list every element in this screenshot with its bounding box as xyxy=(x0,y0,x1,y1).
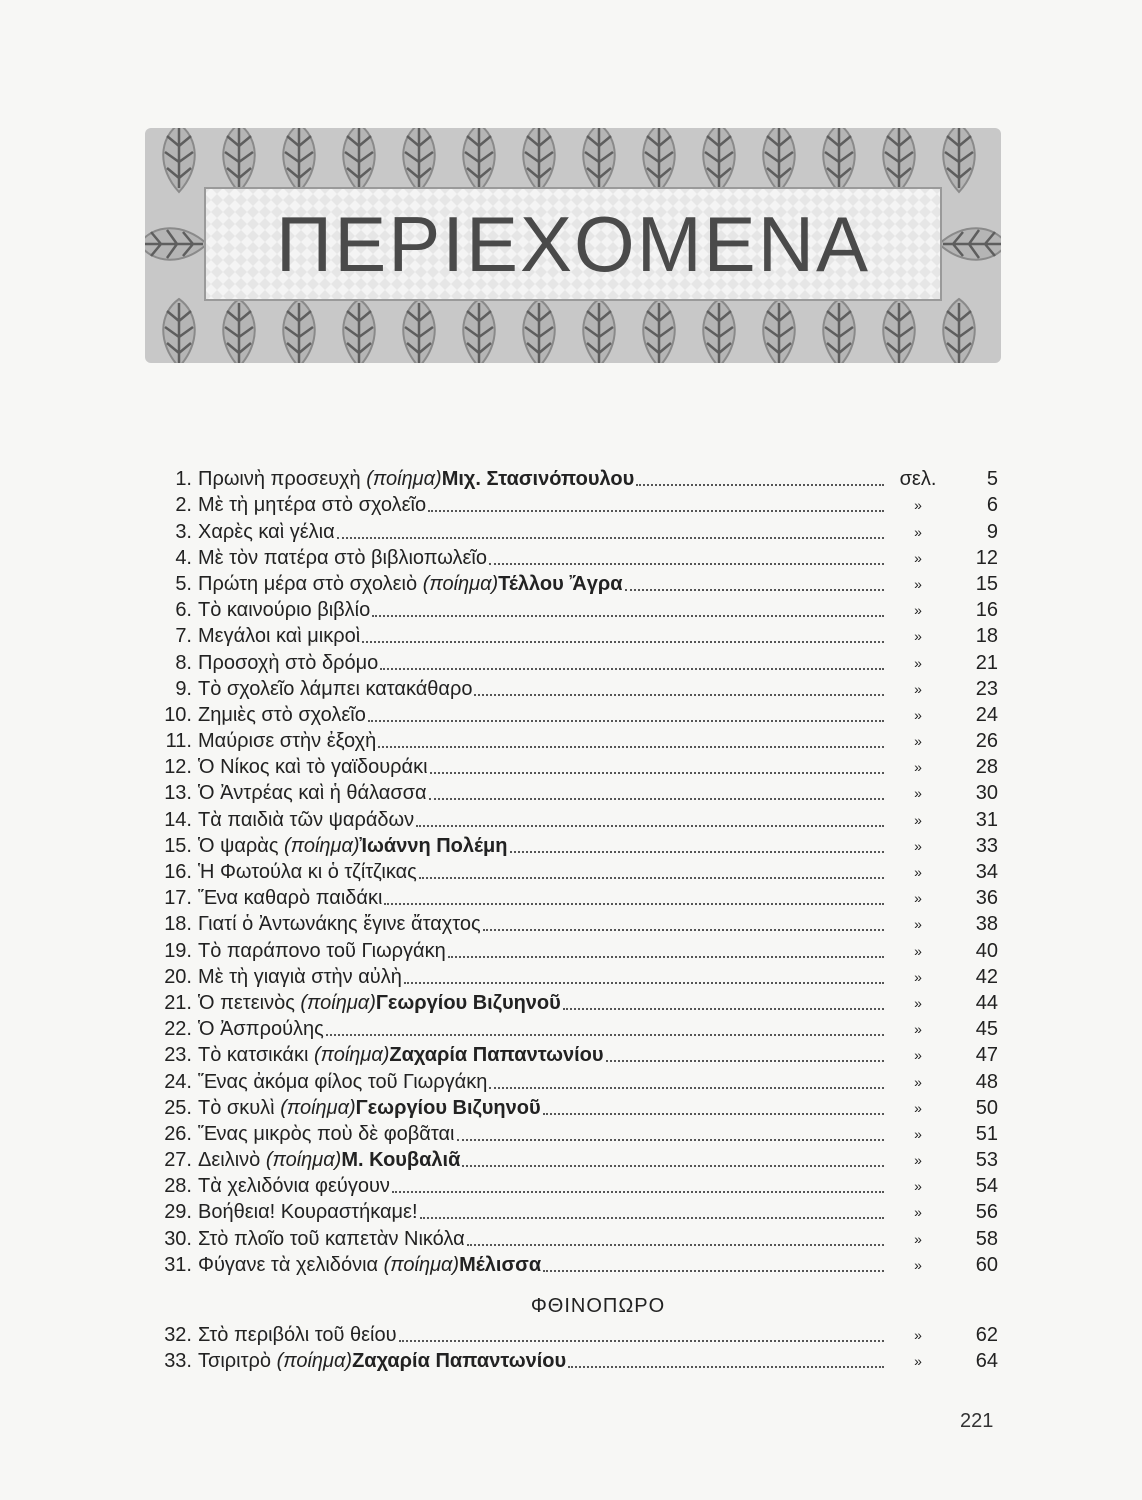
toc-entry xyxy=(158,1348,998,1374)
dot-leader xyxy=(326,1033,884,1036)
toc-entry xyxy=(158,545,998,571)
entry-number: 10. xyxy=(164,703,192,726)
page-label: » xyxy=(914,864,922,880)
entry-number: 33. xyxy=(164,1350,192,1373)
toc-entry xyxy=(158,806,998,832)
entry-page: 23 xyxy=(975,677,998,700)
entry-title-text: Ὁ Ἀσπρούλης xyxy=(198,1018,324,1041)
entry-title xyxy=(198,571,623,597)
dot-leader xyxy=(380,667,884,670)
toc-entry xyxy=(158,964,998,990)
entry-title-text: Πρώτη μέρα στὸ σχολειὸ xyxy=(198,572,423,595)
entry-title xyxy=(198,911,481,937)
entry-page: 12 xyxy=(975,546,998,569)
entry-title-text: Ἕνας μικρὸς ποὺ δὲ φοβᾶται xyxy=(198,1122,455,1145)
entry-number: 19. xyxy=(164,939,192,962)
page-label: » xyxy=(914,890,922,907)
toc-entry xyxy=(158,466,998,492)
entry-number: 17. xyxy=(164,887,192,910)
entry-number: 21. xyxy=(164,991,192,1014)
section-heading: ΦΘΙΝΟΠΩΡΟ xyxy=(530,1294,666,1317)
toc-entry xyxy=(158,1199,998,1225)
page-label: » xyxy=(914,1256,922,1273)
page-label: » xyxy=(914,575,922,592)
entry-title xyxy=(198,1042,604,1068)
entry-page: 44 xyxy=(975,991,998,1014)
entry-title xyxy=(198,754,428,780)
entry-author: Ζαχαρία Παπαντωνίου xyxy=(389,1044,604,1067)
entry-page: 9 xyxy=(986,520,998,543)
dot-leader xyxy=(392,1190,884,1193)
entry-title xyxy=(198,780,427,806)
toc-entry xyxy=(158,1042,998,1068)
entry-number: 32. xyxy=(164,1324,192,1346)
entry-title-text: Τσιριτρὸ xyxy=(198,1350,277,1373)
dot-leader xyxy=(474,693,884,696)
toc-entry xyxy=(158,1095,998,1121)
entry-genre: (ποίημα) xyxy=(422,572,499,595)
entry-page: 18 xyxy=(975,625,998,648)
entry-title xyxy=(198,702,366,728)
entry-title xyxy=(198,676,472,702)
entry-author: Ἰωάννη Πολέμη xyxy=(359,834,508,857)
toc-entry xyxy=(158,1225,998,1251)
dot-leader xyxy=(467,1243,884,1246)
page-label: » xyxy=(914,1047,922,1064)
entry-page: 16 xyxy=(975,599,998,622)
entry-title-text: Προσοχὴ στὸ δρόμο xyxy=(198,651,379,674)
page-label: » xyxy=(914,1327,922,1343)
entry-title-text: Ὁ Νίκος καὶ τὸ γαϊδουράκι xyxy=(198,756,428,779)
entry-title xyxy=(198,1147,460,1173)
page-label: » xyxy=(914,1099,922,1116)
entry-number: 30. xyxy=(164,1227,192,1250)
page-label: » xyxy=(914,628,922,645)
toc-entry xyxy=(158,833,998,859)
page-label: » xyxy=(914,994,922,1011)
entry-page: 30 xyxy=(975,782,998,805)
dot-leader xyxy=(428,509,884,512)
entry-number: 12. xyxy=(164,756,192,779)
entry-number: 27. xyxy=(164,1149,192,1172)
toc-entry xyxy=(158,754,998,780)
entry-title-text: Τὸ σχολεῖο λάμπει κατακάθαρο xyxy=(198,677,473,700)
page-label: » xyxy=(914,654,922,671)
entry-page: 21 xyxy=(975,651,998,674)
entry-title xyxy=(198,1016,324,1042)
entry-title xyxy=(198,938,446,964)
page-label: » xyxy=(914,1178,922,1195)
entry-page: 47 xyxy=(975,1044,998,1067)
entry-title-text: Μαύρισε στὴν ἐξοχὴ xyxy=(198,730,377,753)
entry-title-text: Μὲ τὸν πατέρα στὸ βιβλιοπωλεῖο xyxy=(198,546,487,569)
page-label: » xyxy=(914,1204,922,1221)
toc-entry xyxy=(158,1173,998,1199)
entry-title-text: Ἡ Φωτούλα κι ὁ τζίτζικας xyxy=(198,861,417,883)
entry-number: 23. xyxy=(164,1044,192,1067)
entry-title xyxy=(198,545,487,571)
entry-title-text: Τὰ χελιδόνια φεύγουν xyxy=(198,1175,390,1198)
entry-title xyxy=(198,1226,465,1252)
dot-leader xyxy=(625,588,885,591)
page-label: » xyxy=(914,837,922,854)
entry-number: 26. xyxy=(164,1122,192,1145)
dot-leader xyxy=(430,771,884,774)
dot-leader xyxy=(563,1007,884,1010)
page-label: » xyxy=(914,733,922,750)
entry-genre: (ποίημα) xyxy=(284,834,360,857)
entry-number: 25. xyxy=(164,1096,192,1119)
toc-entry xyxy=(158,1121,998,1147)
toc-entry xyxy=(158,623,998,649)
dot-leader xyxy=(483,928,884,931)
entry-number: 18. xyxy=(164,913,192,936)
entry-page: 50 xyxy=(975,1096,998,1119)
entry-number: 3. xyxy=(175,520,192,543)
entry-author: Ζαχαρία Παπαντωνίου xyxy=(352,1350,567,1373)
entry-page: 24 xyxy=(975,703,998,726)
entry-title-text: Χαρὲς καὶ γέλια xyxy=(198,520,335,543)
entry-title xyxy=(198,859,417,885)
entry-number: 16. xyxy=(164,861,192,883)
entry-page: 64 xyxy=(975,1350,998,1373)
entry-genre: (ποίημα) xyxy=(265,1149,342,1172)
entry-number: 15. xyxy=(164,834,192,857)
dot-leader xyxy=(372,614,884,617)
entry-number: 22. xyxy=(164,1018,192,1041)
dot-leader xyxy=(510,850,885,853)
entry-page: 28 xyxy=(975,756,998,779)
page-label: » xyxy=(914,523,922,540)
entry-page: 51 xyxy=(975,1122,998,1145)
entry-title xyxy=(198,597,370,623)
toc-entry xyxy=(158,702,998,728)
toc-entry xyxy=(158,518,998,544)
entry-title-text: Τὸ σκυλὶ xyxy=(198,1096,281,1119)
entry-page: 31 xyxy=(975,808,998,831)
page-label: » xyxy=(914,1125,922,1142)
entry-title xyxy=(198,1348,566,1374)
dot-leader xyxy=(420,1216,884,1219)
entry-page: 58 xyxy=(975,1227,998,1250)
entry-page: 62 xyxy=(975,1324,998,1346)
toc-entry xyxy=(158,990,998,1016)
page-label: σελ. xyxy=(899,468,937,491)
entry-genre: (ποίημα) xyxy=(383,1253,460,1276)
entry-title xyxy=(198,1095,541,1121)
entry-title xyxy=(198,466,634,492)
entry-page: 53 xyxy=(975,1149,998,1172)
entry-title-text: Ἕνας ἀκόμα φίλος τοῦ Γιωργάκη xyxy=(198,1070,488,1093)
toc-entry xyxy=(158,937,998,963)
page-title: ΠΕΡΙΕΧΟΜΕΝΑ xyxy=(275,199,871,288)
page-label: » xyxy=(914,1152,922,1169)
entry-number: 13. xyxy=(164,782,192,805)
entry-author: Μέλισσα xyxy=(459,1253,542,1276)
entry-title xyxy=(198,1322,397,1348)
entry-title-text: Ζημιὲς στὸ σχολεῖο xyxy=(198,703,366,726)
entry-genre: (ποίημα) xyxy=(276,1350,353,1373)
title-banner xyxy=(145,128,1001,363)
page-label: » xyxy=(914,968,922,985)
entry-title xyxy=(198,1069,487,1095)
entry-title-text: Γιατί ὁ Ἀντωνάκης ἔγινε ἄταχτος xyxy=(198,913,481,936)
page-label: » xyxy=(914,942,922,959)
toc-entry xyxy=(158,885,998,911)
entry-page: 36 xyxy=(975,887,998,910)
entry-number: 29. xyxy=(164,1201,192,1224)
page-label: » xyxy=(914,680,922,697)
entry-title xyxy=(198,885,382,911)
entry-number: 31. xyxy=(164,1253,192,1276)
dot-leader xyxy=(419,876,884,879)
entry-title xyxy=(198,623,360,649)
entry-title xyxy=(198,1252,541,1278)
table-of-contents xyxy=(158,466,998,1374)
entry-number: 2. xyxy=(175,494,192,517)
page-label: » xyxy=(914,602,922,619)
entry-title-text: Τὰ παιδιὰ τῶν ψαράδων xyxy=(198,808,415,831)
dot-leader xyxy=(384,902,884,905)
toc-entry xyxy=(158,911,998,937)
toc-entry xyxy=(158,728,998,754)
entry-page: 38 xyxy=(975,913,998,936)
entry-title-text: Τὸ καινούριο βιβλίο xyxy=(198,599,371,622)
entry-title-text: Μὲ τὴ γιαγιὰ στὴν αὐλὴ xyxy=(198,965,402,988)
page-label: » xyxy=(914,785,922,802)
entry-title xyxy=(198,728,376,754)
entry-page: 42 xyxy=(975,965,998,988)
entry-title-text: Τὸ παράπονο τοῦ Γιωργάκη xyxy=(198,939,446,962)
dot-leader xyxy=(543,1112,884,1115)
page-label: » xyxy=(914,916,922,933)
dot-leader xyxy=(568,1365,884,1368)
entry-title-text: Βοήθεια! Κουραστήκαμε! xyxy=(198,1201,418,1224)
page-label: » xyxy=(914,497,922,514)
entry-page: 60 xyxy=(975,1253,998,1276)
toc-entry xyxy=(158,1068,998,1094)
page-label: » xyxy=(914,706,922,723)
page-number: 221 xyxy=(960,1410,994,1432)
entry-genre: (ποίημα) xyxy=(313,1044,390,1067)
entry-author: Μιχ. Στασινόπουλου xyxy=(441,468,635,491)
entry-title-text: Πρωινὴ προσευχὴ xyxy=(198,468,367,491)
dot-leader xyxy=(457,1138,885,1141)
toc-entry xyxy=(158,1016,998,1042)
entry-number: 4. xyxy=(175,546,192,569)
dot-leader xyxy=(404,981,884,984)
toc-entry xyxy=(158,649,998,675)
entry-page: 26 xyxy=(975,730,998,753)
dot-leader xyxy=(489,1086,884,1089)
page-label: » xyxy=(914,1021,922,1038)
entry-page: 56 xyxy=(975,1201,998,1224)
entry-genre: (ποίημα) xyxy=(366,468,442,491)
dot-leader xyxy=(416,824,884,827)
entry-title-text: Μὲ τὴ μητέρα στὸ σχολεῖο xyxy=(198,494,427,517)
entry-genre: (ποίημα) xyxy=(280,1096,356,1119)
dot-leader xyxy=(606,1059,885,1062)
toc-entry xyxy=(158,492,998,518)
entry-number: 5. xyxy=(175,572,192,595)
page-label: » xyxy=(914,1073,922,1090)
entry-number: 11. xyxy=(165,730,192,753)
page-label: » xyxy=(914,811,922,828)
dot-leader xyxy=(337,536,884,539)
entry-number: 20. xyxy=(164,965,192,988)
entry-number: 9. xyxy=(175,677,192,700)
entry-number: 28. xyxy=(164,1175,192,1198)
entry-title xyxy=(198,990,561,1016)
entry-author: Γεωργίου Βιζυηνοῦ xyxy=(375,991,561,1014)
entry-number: 6. xyxy=(175,599,192,622)
entry-title xyxy=(198,1199,418,1225)
toc-entry xyxy=(158,597,998,623)
entry-title-text: Ὁ Ἀντρέας καὶ ἡ θάλασσα xyxy=(198,782,427,805)
entry-genre: (ποίημα) xyxy=(300,991,376,1014)
dot-leader xyxy=(489,562,884,565)
entry-title xyxy=(198,519,335,545)
toc-entry xyxy=(158,859,998,885)
dot-leader xyxy=(429,797,884,800)
entry-title xyxy=(198,650,378,676)
entry-number: 14. xyxy=(164,808,192,831)
entry-title xyxy=(198,1121,455,1147)
toc-entry xyxy=(158,1147,998,1173)
entry-page: 48 xyxy=(975,1070,998,1093)
page-label: » xyxy=(914,1353,922,1370)
entry-title-text: Δειλινὸ xyxy=(198,1149,266,1172)
entry-author: Μ. Κουβαλιᾶ xyxy=(341,1149,461,1172)
dot-leader xyxy=(462,1164,884,1167)
entry-number: 24. xyxy=(164,1070,192,1093)
dot-leader xyxy=(543,1269,884,1272)
entry-title-text: Στὸ πλοῖο τοῦ καπετὰν Νικόλα xyxy=(198,1227,465,1250)
dot-leader xyxy=(636,483,884,486)
entry-title xyxy=(198,833,508,859)
entry-number: 8. xyxy=(175,651,192,674)
dot-leader xyxy=(399,1339,884,1342)
entry-page: 45 xyxy=(975,1018,998,1041)
entry-page: 15 xyxy=(975,572,998,595)
entry-page: 33 xyxy=(975,834,998,857)
toc-entry xyxy=(158,676,998,702)
dot-leader xyxy=(362,640,884,643)
dot-leader xyxy=(368,719,884,722)
entry-title-text: Στὸ περιβόλι τοῦ θείου xyxy=(198,1324,397,1346)
entry-title-text: Φύγανε τὰ χελιδόνια xyxy=(198,1253,384,1276)
toc-entry xyxy=(158,780,998,806)
entry-page: 40 xyxy=(975,939,998,962)
entry-title xyxy=(198,492,426,518)
entry-title-text: Ὁ ψαρὰς xyxy=(198,834,285,857)
entry-title xyxy=(198,1173,390,1199)
entry-title xyxy=(198,964,402,990)
dot-leader xyxy=(378,745,884,748)
entry-page: 5 xyxy=(986,468,998,491)
entry-number: 7. xyxy=(175,625,192,648)
entry-page: 54 xyxy=(975,1175,998,1198)
entry-title xyxy=(198,807,414,833)
entry-title-text: Ἕνα καθαρὸ παιδάκι xyxy=(198,887,383,910)
entry-author: Γεωργίου Βιζυηνοῦ xyxy=(355,1096,541,1119)
entry-page: 34 xyxy=(975,861,998,883)
toc-entry xyxy=(158,571,998,597)
toc-entry xyxy=(158,1252,998,1278)
page-label: » xyxy=(914,549,922,566)
entry-title-text: Ὁ πετεινὸς xyxy=(198,991,301,1014)
entry-title-text: Τὸ κατσικάκι xyxy=(198,1044,314,1067)
entry-number: 1. xyxy=(175,468,192,491)
entry-title-text: Μεγάλοι καὶ μικροὶ xyxy=(198,625,361,648)
page-label: » xyxy=(914,1230,922,1247)
page-label: » xyxy=(914,759,922,776)
dot-leader xyxy=(448,955,884,958)
toc-entry xyxy=(158,1322,998,1348)
entry-author: Τέλλου Ἄγρα xyxy=(498,572,623,595)
entry-page: 6 xyxy=(986,494,998,517)
